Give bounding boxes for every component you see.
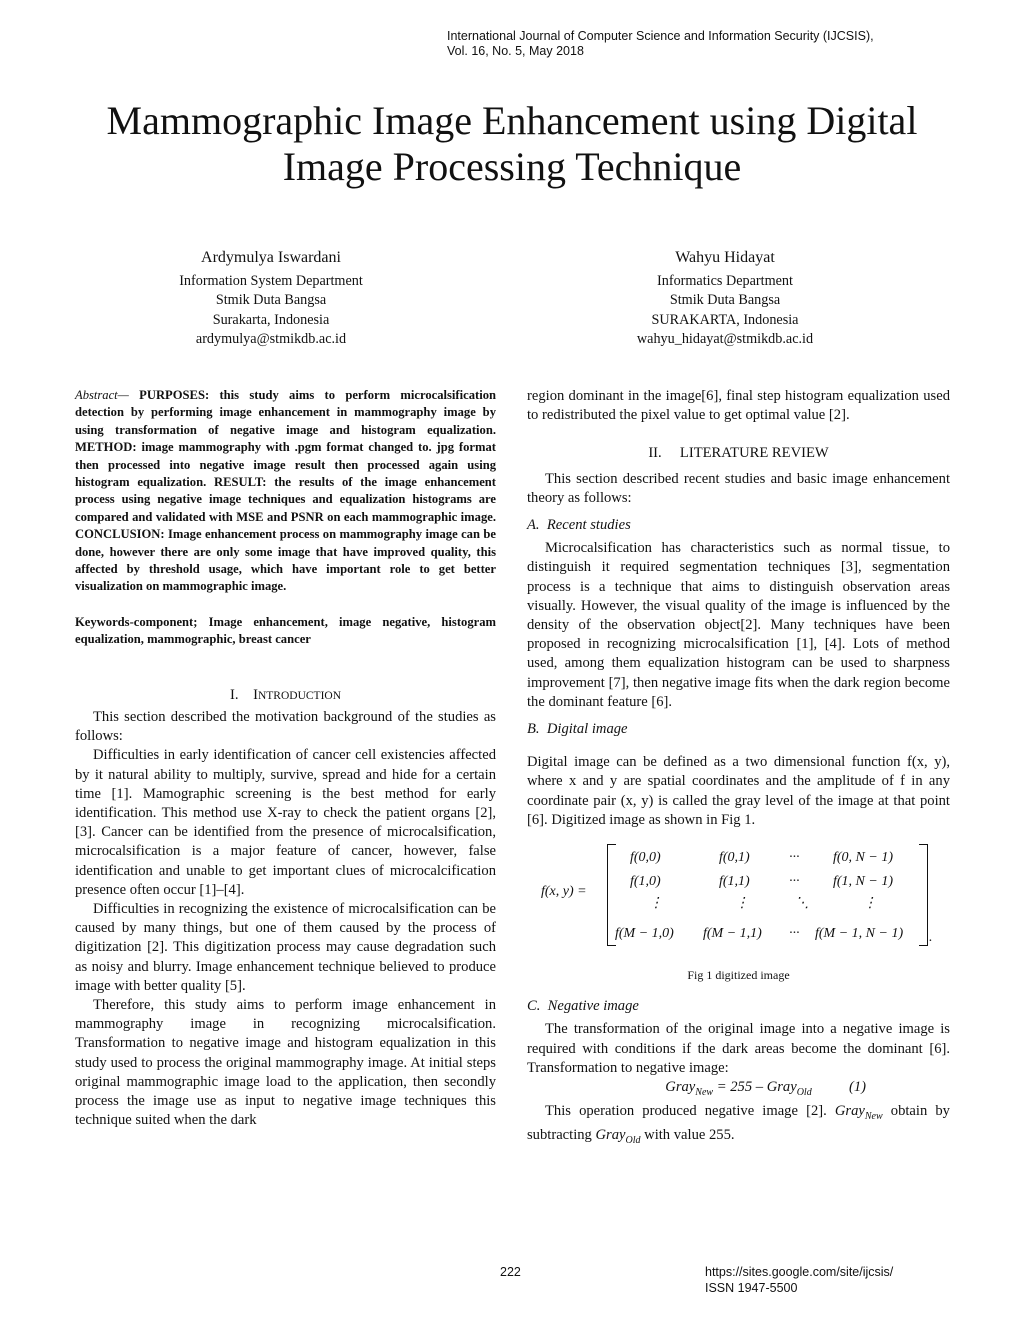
subsection-heading-negative-image: C. Negative image [527,998,639,1015]
matrix-right-bracket [919,844,928,946]
intro-paragraph-2: Difficulties in early identification of cancer cell existencies affected by it natural ability to multiply, survive, spread and hide for a certain time [1]. Mamographic screening is the best method for early identification. This method use X-ray to check the patient organs [2], [3]. Cancer can be identified from the presence of microcalsification, microcalsification is a major feature of cancer, however, false identification and unable to get important clues of microcalcification presence often occur [1]–[4]. [75,747,496,898]
matrix-cell: f(1,1) [719,874,750,890]
literature-paragraph-1: This section described recent studies and basic image enhancement theory as follows: [527,470,950,506]
author-name: Ardymulya Iswardani [201,249,341,266]
intro-paragraph-4: Therefore, this study aims to perform image enhancement in mammography image in recognizing microcalsification. Transformation to negative image and histogram equalization in this study used to process the original mammography image. At initial steps original mammographic image load to the application, then secondly process the image use as input to negative image techniques this technique suited when the dark [75,996,496,1129]
paper-title [0,98,1024,190]
matrix-cell: ··· [789,926,800,942]
paper-title-line2: Image Processing Technique [282,144,742,189]
author-email: ardymulya@stmikdb.ac.id [195,331,347,347]
matrix-cell: ⋱ [795,896,809,912]
keywords: Keywords-component; Image enhancement, image negative, histogram equalization, mammographic, breast cancer [75,614,496,647]
matrix-cell: ⋮ [863,896,877,912]
matrix-cell: ··· [789,850,800,866]
author-org: Stmik Duta Bangsa [215,292,327,308]
journal-header [447,29,874,59]
matrix-cell: f(M − 1, N − 1) [815,926,904,942]
section-heading-introduction: I. INTRODUCTION [229,686,342,703]
author-email: wahyu_hidayat@stmikdb.ac.id [636,331,814,347]
equation-1: Gray$_{New}$ = 255 – Gray$_{Old}$ (1) [665,1079,867,1098]
matrix-cell: f(0,1) [719,850,750,866]
figure-caption: Fig 1 digitized image [687,968,790,983]
paper-title-line1: Mammographic Image Enhancement using Digital [106,98,918,143]
intro-paragraph-1: This section described the motivation background of the studies as follows: [75,708,496,745]
negative-image-paragraph-2: This operation produced negative image [2]. Gray$_{New}$ obtain by subtracting Gray$_{Old}$ with value 255. [527,1103,950,1147]
section-heading-literature-review: II. LITERATURE REVIEW [648,445,829,462]
author-dept: Informatics Department [657,272,793,289]
journal-header-line2: Vol. 16, No. 5, May 2018 [447,44,584,58]
matrix-cell: ··· [789,874,800,890]
matrix-cell: ⋮ [735,896,749,912]
matrix-cell: f(M − 1,0) [615,926,674,942]
author-block-1 [106,248,436,350]
matrix-cell: f(1, N − 1) [833,874,893,890]
left-column [75,387,496,1130]
matrix-trailing-dot: . [929,930,933,946]
equation-number: (1) [849,1079,867,1096]
continued-paragraph: region dominant in the image[6], final step histogram equalization used to redistributed the pixel value to get optimal value [2]. [527,388,950,424]
recent-studies-paragraph: Microcalsification has characteristics such as normal tissue, to distinguish it required segmentation techniques [3], segmentation process is a technique that aims to distinguish observation areas visually. However, the visual quality of the image is influenced by the density of the observation object[2]. Many techniques have been proposed in recognizing microcalsification [1], [4]. Lots of method used, among them equalization histogram can be used to sharpness improvement [7], then negative image fits when the dark region become the dominant feature [6]. [527,540,950,710]
digital-image-paragraph: Digital image can be defined as a two dimensional function f(x, y), where x and y are spatial coordinates and the amplitude of f in any coordinate pair (x, y) is called the gray level of the image at that point [6]. Digitized image as shown in Fig 1. [527,754,950,828]
author-city: Surakarta, Indonesia [212,311,330,328]
journal-header-line1: International Journal of Computer Science and Information Security (IJCSIS), [447,29,874,43]
author-city: SURAKARTA, Indonesia [651,311,799,328]
abstract-label: Abstract— [75,388,129,402]
page-number: 222 [500,1265,521,1279]
negative-image-paragraph: The transformation of the original image into a negative image is required with conditions if the dark areas become the dominant [6]. Transformation to negative image: [527,1021,950,1076]
intro-paragraph-3: Difficulties in recognizing the existence of microcalsification can be caused by many things, but one of them caused by the process of digitization [2]. This digitization process may cause degradation such as noisy and blurry. Image enhancement technique believed to produce image with better quality [5]. [75,900,496,994]
matrix-cell: ⋮ [649,896,663,912]
matrix-cell: f(0, N − 1) [833,850,893,866]
right-column [527,387,950,1150]
author-name: Wahyu Hidayat [675,249,775,266]
matrix-cell: f(1,0) [630,874,661,890]
subsection-heading-recent-studies: A. Recent studies [527,517,631,534]
author-dept: Information System Department [179,272,363,289]
digitized-image-matrix [527,844,950,950]
matrix-lhs: f(x, y) = [541,884,587,900]
footer-issn: ISSN 1947-5500 [705,1281,798,1295]
matrix-cell: f(M − 1,1) [703,926,762,942]
abstract [75,387,496,596]
subsection-heading-digital-image: B. Digital image [527,721,628,738]
author-block-2 [560,248,890,350]
author-org: Stmik Duta Bangsa [669,292,781,308]
matrix-cell: f(0,0) [630,850,661,866]
footer-url: https://sites.google.com/site/ijcsis/ [705,1265,894,1279]
abstract-text: PURPOSES: this study aims to perform microcalsification detection by performing image enhancement in mammography image by using transformation of negative image and histogram equalization. METHOD: image mammography with .pgm format changed to. jpg format then processed into negative image result then processed again using histogram equalization. RESULT: the results of the image enhancement process using negative image techniques and equalization histograms are compared and validated with MSE and PSNR on each mammographic image. CONCLUSION: Image enhancement process on mammography image can be done, however there are only some image that have improved quality, this affected by threshold usage, which have important role to get better visualization on mammographic image. [75,388,496,594]
footer-info [705,1264,893,1296]
